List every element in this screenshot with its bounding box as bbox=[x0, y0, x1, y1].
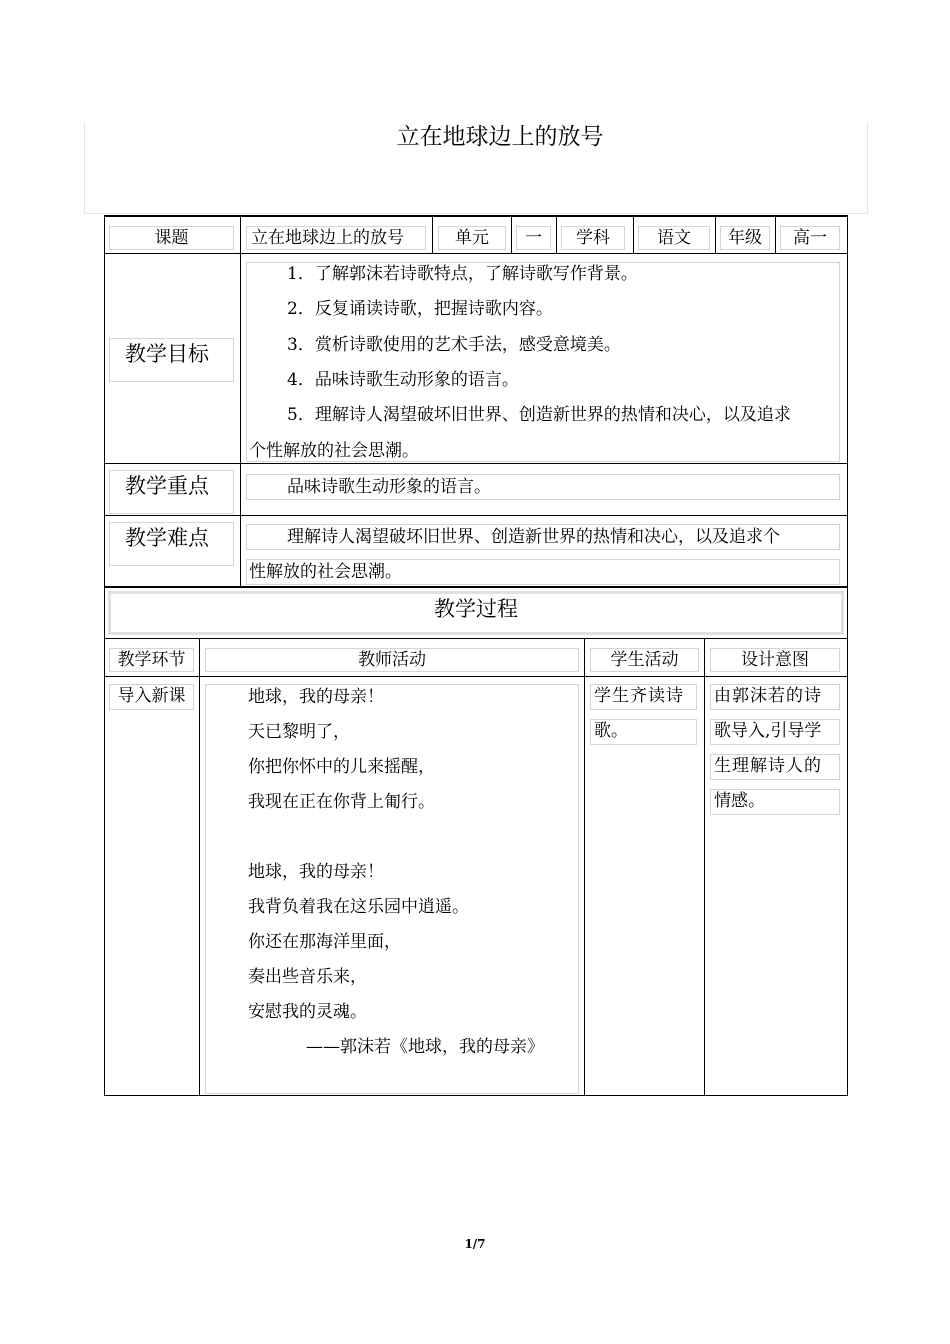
col-divider-info-2 bbox=[511, 215, 512, 254]
col-header-student: 学生活动 bbox=[590, 648, 699, 672]
subject-value: 语文 bbox=[638, 226, 710, 250]
table-border-bottom bbox=[104, 1095, 848, 1096]
col-header-teacher: 教师活动 bbox=[205, 648, 579, 672]
poem-line: 你把你怀中的儿来摇醒， bbox=[248, 757, 435, 777]
row-divider-5 bbox=[104, 638, 848, 639]
row-divider-6 bbox=[104, 676, 848, 677]
col-divider-process-2 bbox=[584, 638, 585, 1096]
table-border-left bbox=[104, 215, 105, 1096]
col-divider-info-3 bbox=[556, 215, 557, 254]
design-intent-line: 生理解诗人的 bbox=[710, 754, 840, 780]
page-number: 1/7 bbox=[464, 1237, 486, 1251]
poem-line: 安慰我的灵魂。 bbox=[248, 1002, 367, 1022]
objective-item: 2．反复诵读诗歌，把握诗歌内容。 bbox=[287, 299, 553, 319]
col-header-intent: 设计意图 bbox=[710, 648, 840, 672]
grade-value: 高一 bbox=[780, 226, 840, 250]
objectives-box bbox=[246, 262, 840, 462]
difficulty-text-line: 性解放的社会思潮。 bbox=[249, 562, 402, 582]
row-divider-1 bbox=[104, 253, 848, 254]
difficulty-text-line: 理解诗人渴望破坏旧世界、创造新世界的热情和决心，以及追求个 bbox=[287, 527, 780, 547]
col-divider-process-3 bbox=[704, 638, 705, 1096]
row-divider-2 bbox=[104, 463, 848, 464]
unit-label: 单元 bbox=[438, 226, 506, 250]
col-divider-info-6 bbox=[775, 215, 776, 254]
col-divider-label bbox=[240, 215, 241, 587]
difficulty-label: 教学难点 bbox=[109, 522, 234, 566]
col-divider-info-5 bbox=[715, 215, 716, 254]
col-divider-process-1 bbox=[199, 638, 200, 1096]
row-divider-4 bbox=[104, 586, 848, 588]
poem-line: 我现在正在你背上匍行。 bbox=[248, 792, 435, 812]
poem-line: 天已黎明了， bbox=[248, 722, 350, 742]
objective-item: 1．了解郭沫若诗歌特点，了解诗歌写作背景。 bbox=[287, 264, 638, 284]
objective-item-continued: 个性解放的社会思潮。 bbox=[249, 441, 419, 461]
poem-line: 我背负着我在这乐园中逍遥。 bbox=[248, 897, 469, 917]
student-activity-line: 歌。 bbox=[590, 719, 697, 745]
design-intent-line: 由郭沫若的诗 bbox=[710, 684, 840, 710]
col-divider-info-4 bbox=[633, 215, 634, 254]
objectives-label: 教学目标 bbox=[109, 338, 234, 382]
objective-item: 3．赏析诗歌使用的艺术手法，感受意境美。 bbox=[287, 335, 621, 355]
lesson-label: 课题 bbox=[109, 226, 234, 250]
design-intent-line: 情感。 bbox=[710, 789, 840, 815]
poem-line: 地球，我的母亲！ bbox=[248, 862, 384, 882]
poem-attribution: ——郭沫若《地球，我的母亲》 bbox=[306, 1037, 544, 1057]
col-header-stage: 教学环节 bbox=[109, 648, 194, 672]
student-activity-line: 学生齐读诗 bbox=[590, 684, 697, 710]
grade-label: 年级 bbox=[720, 226, 770, 250]
process-heading: 教学过程 bbox=[108, 591, 844, 635]
subject-label: 学科 bbox=[561, 226, 625, 250]
design-intent-line: 歌导入,引导学 bbox=[710, 719, 840, 745]
key-point-text: 品味诗歌生动形象的语言。 bbox=[287, 477, 491, 497]
unit-value: 一 bbox=[516, 226, 551, 250]
table-border-right bbox=[847, 215, 848, 1096]
key-point-label: 教学重点 bbox=[109, 470, 234, 514]
poem-line: 奏出些音乐来， bbox=[248, 967, 367, 987]
col-divider-info-1 bbox=[432, 215, 433, 254]
objective-item: 4．品味诗歌生动形象的语言。 bbox=[287, 370, 519, 390]
stage-cell: 导入新课 bbox=[109, 684, 194, 710]
document-title: 立在地球边上的放号 bbox=[396, 124, 604, 150]
table-border-top bbox=[104, 215, 848, 217]
poem-line: 地球，我的母亲！ bbox=[248, 687, 384, 707]
teacher-activity-box bbox=[205, 684, 579, 1094]
row-divider-3 bbox=[104, 515, 848, 516]
poem-line: 你还在那海洋里面， bbox=[248, 932, 401, 952]
lesson-value: 立在地球边上的放号 bbox=[246, 226, 426, 250]
objective-item: 5．理解诗人渴望破坏旧世界、创造新世界的热情和决心，以及追求 bbox=[287, 405, 791, 425]
